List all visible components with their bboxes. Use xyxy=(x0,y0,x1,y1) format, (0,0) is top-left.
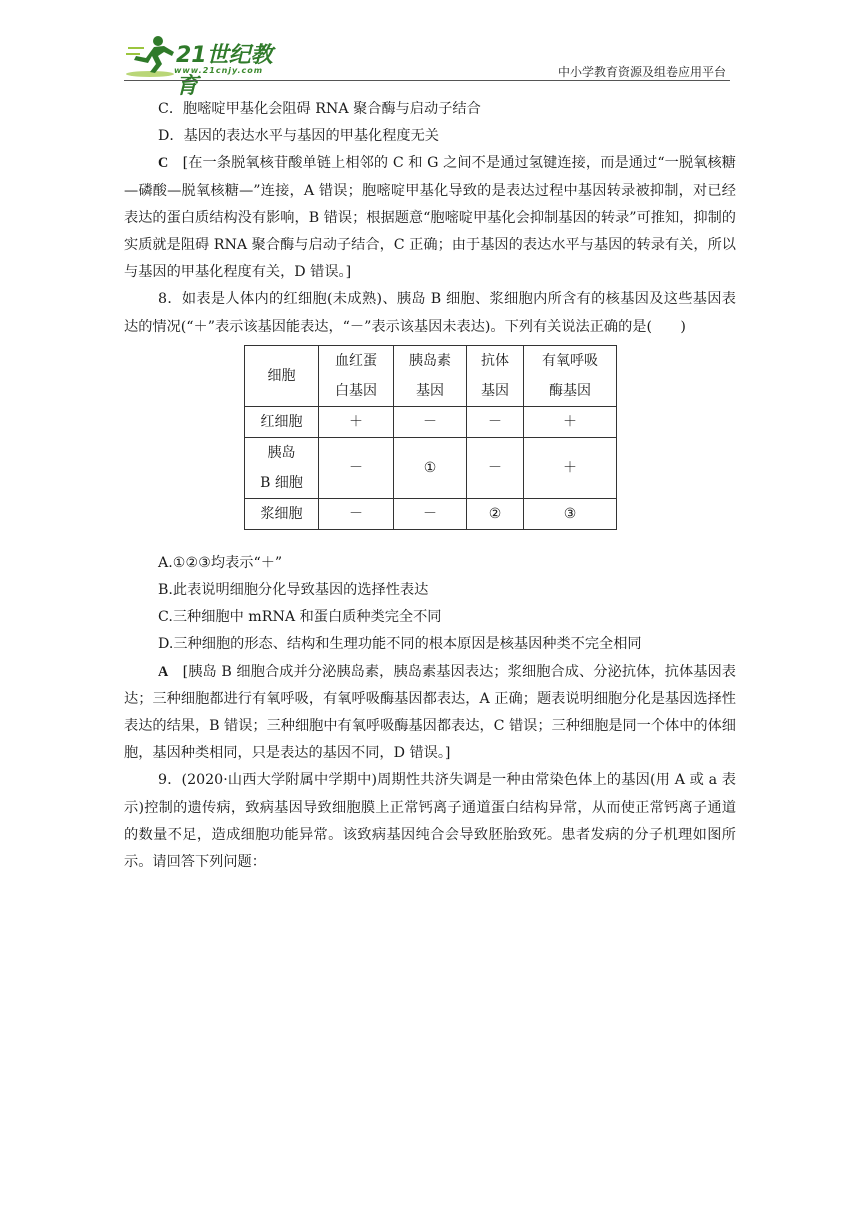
table-row xyxy=(245,437,617,498)
table-cell: － xyxy=(394,498,467,529)
table-cell: ③ xyxy=(524,498,617,529)
q8-option-d: D.三种细胞的形态、结构和生理功能不同的根本原因是核基因种类不完全相同 xyxy=(158,636,642,653)
table-row xyxy=(245,406,617,437)
q7-answer: C xyxy=(158,155,169,172)
logo-url: www.21cnjy.com xyxy=(174,66,264,75)
q8-options xyxy=(124,550,736,659)
q8-option-a: A.①②③均表示“＋” xyxy=(158,554,283,571)
header-cell: 有氧呼吸 酶基因 xyxy=(524,345,617,406)
table-cell: ＋ xyxy=(524,437,617,498)
table-cell: ② xyxy=(467,498,524,529)
row-label: 胰岛 B 细胞 xyxy=(245,437,319,498)
q7-option-c: C．胞嘧啶甲基化会阻碍 RNA 聚合酶与启动子结合 xyxy=(158,101,481,117)
q8-answer-explanation xyxy=(124,659,736,768)
table-cell: － xyxy=(394,406,467,437)
table-row xyxy=(245,498,617,529)
table-cell: ＋ xyxy=(319,406,394,437)
logo xyxy=(124,34,294,99)
header-cell: 抗体 基因 xyxy=(467,345,524,406)
table-header-row xyxy=(245,345,617,406)
q7-option-d: D．基因的表达水平与基因的甲基化程度无关 xyxy=(158,128,439,145)
platform-name: 中小学教育资源及组卷应用平台 xyxy=(557,65,726,79)
gene-expression-table xyxy=(244,345,617,530)
q8-answer: A xyxy=(158,663,169,680)
row-label: 浆细胞 xyxy=(245,498,319,529)
table-cell: － xyxy=(467,437,524,498)
q8-explanation: [胰岛 B 细胞合成并分泌胰岛素，胰岛素基因表达；浆细胞合成、分泌抗体，抗体基因表达；三种细胞都进行有氧呼吸，有氧呼吸酶基因都表达，A 正确；题表说明细胞分化是基因选择性表达的结果，B 错误；三种细胞中有氧呼吸酶基因都表达，C 错误；三种细胞是同一个体中的体细胞，基因种类相同，只是表达的基因不同，D 错误。] xyxy=(124,663,736,762)
document-body xyxy=(124,96,736,876)
table-cell: － xyxy=(319,498,394,529)
q8-stem: 8．如表是人体内的红细胞(未成熟)、胰岛 B 细胞、浆细胞内所含有的核基因及这些基因表达的情况(“＋”表示该基因能表达，“－”表示该基因未表达)。下列有关说法正确的是( ) xyxy=(124,291,736,335)
q9-stem: 9．(2020·山西大学附属中学期中)周期性共济失调是一种由常染色体上的基因(用 A 或 a 表示)控制的遗传病，致病基因导致细胞膜上正常钙离子通道蛋白结构异常，从而使正常钙离子通道的数量不足，造成细胞功能异常。该致病基因纯合会导致胚胎致死。患者发病的分子机理如图所示。请回答下列问题： xyxy=(124,772,736,871)
q8-option-b: B.此表说明细胞分化导致基因的选择性表达 xyxy=(158,582,429,599)
table-cell: － xyxy=(467,406,524,437)
header-divider xyxy=(124,80,730,81)
q8-option-c: C.三种细胞中 mRNA 和蛋白质种类完全不同 xyxy=(158,609,442,626)
table-cell: － xyxy=(319,437,394,498)
table-cell: ＋ xyxy=(524,406,617,437)
logo-text: 21世纪教育 xyxy=(176,43,273,99)
table-cell: ① xyxy=(394,437,467,498)
header-cell: 胰岛素 基因 xyxy=(394,345,467,406)
header-cell: 细胞 xyxy=(245,345,319,406)
header-cell: 血红蛋 白基因 xyxy=(319,345,394,406)
page-header xyxy=(124,32,730,99)
q7-answer-explanation xyxy=(124,150,736,286)
q7-explanation: [在一条脱氧核苷酸单链上相邻的 C 和 G 之间不是通过氢键连接，而是通过“一脱氧核糖—磷酸—脱氧核糖—”连接，A 错误；胞嘧啶甲基化导致的是表达过程中基因转录被抑制，对已经表达的蛋白质结构没有影响，B 错误；根据题意“胞嘧啶甲基化会抑制基因的转录”可推知，抑制的实质就是阻碍 RNA 聚合酶与启动子结合，C 正确；由于基因的表达水平与基因的转录有关，所以与基因的甲基化程度有关，D 错误。] xyxy=(124,155,736,281)
row-label: 红细胞 xyxy=(245,406,319,437)
